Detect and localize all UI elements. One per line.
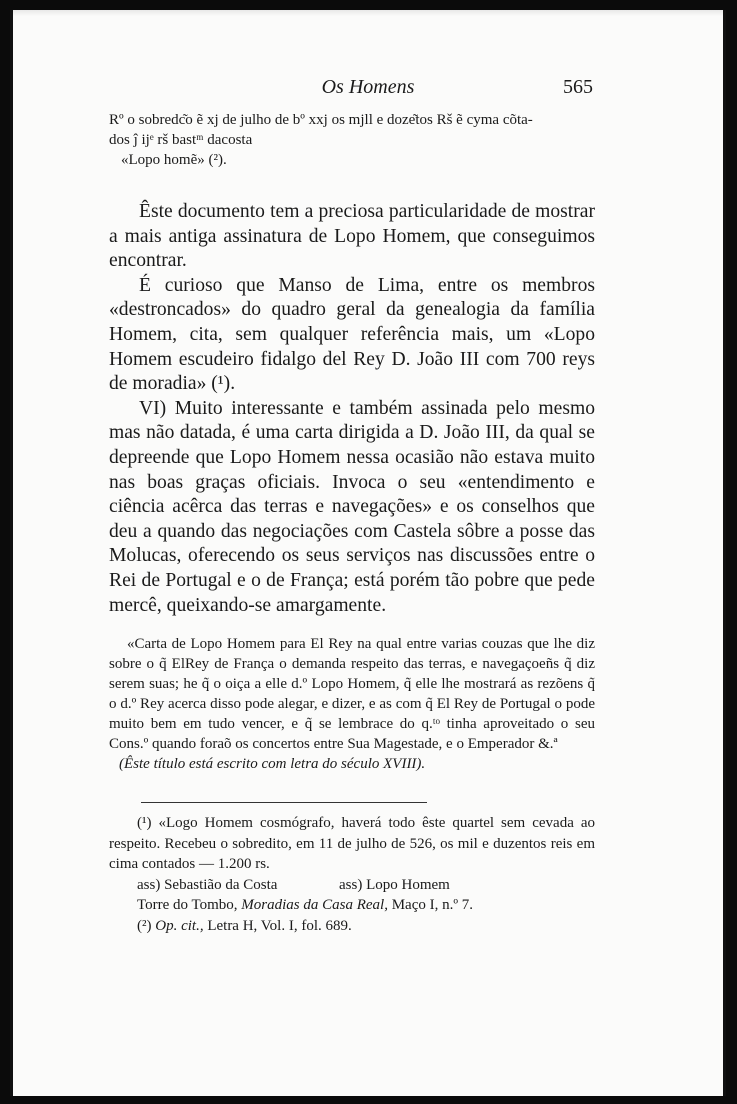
fn2-post: Letra H, Vol. I, fol. 689.: [203, 917, 352, 934]
transcription-line-1: Rº o sobredc͂o ẽ xj de julho de bº xxj os mjll e doze͂tos Rš ẽ cyma cõta-: [109, 112, 533, 128]
book-page: [10, 10, 726, 1096]
transcription-line-3: «Lopo homẽ» (²).: [121, 152, 227, 168]
fn2-italic: Op. cit.,: [155, 917, 204, 934]
footnotes: [109, 813, 595, 936]
signature-left: ass) Sebastião da Costa: [137, 876, 278, 893]
fn2-pre: (²): [137, 917, 156, 934]
signature-row: [109, 875, 595, 896]
archive-pre: Torre do Tombo,: [137, 897, 242, 913]
transcription-line-2: dos ĵ ijᵉ rš bastᵐ dacosta: [109, 132, 253, 148]
archive-reference: [109, 895, 595, 916]
main-body-text: [109, 200, 595, 618]
running-header-title: Os Homens: [321, 76, 415, 98]
body-paragraph-1: Êste documento tem a preciosa particularidade de mostrar a mais antiga assinatura de Lopo Homem, que conseguimos encontrar.: [109, 201, 595, 272]
footnote-1: (¹) «Logo Homem cosmógrafo, haverá todo êste quartel sem cevada ao respeito. Recebeu o sobredito, em 11 de julho de 526, os mil e duzentos reis em cima contados — 1.200 rs.: [109, 815, 595, 872]
footnote-2: [109, 916, 595, 937]
signature-right: ass) Lopo Homem: [339, 876, 450, 893]
letter-quote-text: «Carta de Lopo Homem para El Rey na qual entre varias couzas que lhe diz sobre o q̃ ElRey de França o demanda respeito das terras, e navegaçoeñs q̃ diz serem suas; he q̃ o oiça a elle d.º Lopo Homem, q̃ elle lhe mostrará as rezõens q̃ o d.º Rey acerca disso pode alegar, e dizer, e as com q̃ El Rey de Portugal o pode muito bem em tudo vencer, e q̃ se lembrace do q.ᵗᵒ tinha aproveitado o seu Cons.º quando foraõ os concertos entre Sua Magestade, e o Emperador &.ª: [109, 636, 595, 752]
body-paragraph-2: É curioso que Manso de Lima, entre os membros «destroncados» do quadro geral da genealogia da família Homem, cita, sem qualquer referência mais, um «Lopo Homem escudeiro fidalgo del Rey D. João III com 700 reys de moradia» (¹).: [109, 274, 595, 395]
archive-title: Moradias da Casa Real,: [241, 897, 388, 913]
archive-post: Maço I, n.º 7.: [387, 897, 474, 913]
transcription-quote: [109, 110, 595, 170]
letter-quote: [109, 634, 595, 774]
footnote-divider: [141, 802, 427, 803]
letter-quote-note: (Êste título está escrito com letra do século XVIII).: [119, 756, 426, 772]
body-paragraph-3: VI) Muito interessante e também assinada pelo mesmo mas não datada, é uma carta dirigida a D. João III, da qual se depreende que Lopo Homem nessa ocasião não estava muito nas boas graças oficiais. Invoca o seu «entendimento e ciência acêrca das terras e navegações» e os conselhos que deu a quando das negociações com Castela sôbre a posse das Molucas, oferecendo os seus serviços nas discussões entre o Rei de Portugal e o de França; está porém tão pobre que pede mercê, queixando-se amargamente.: [109, 397, 595, 616]
page-number: 565: [563, 76, 593, 98]
